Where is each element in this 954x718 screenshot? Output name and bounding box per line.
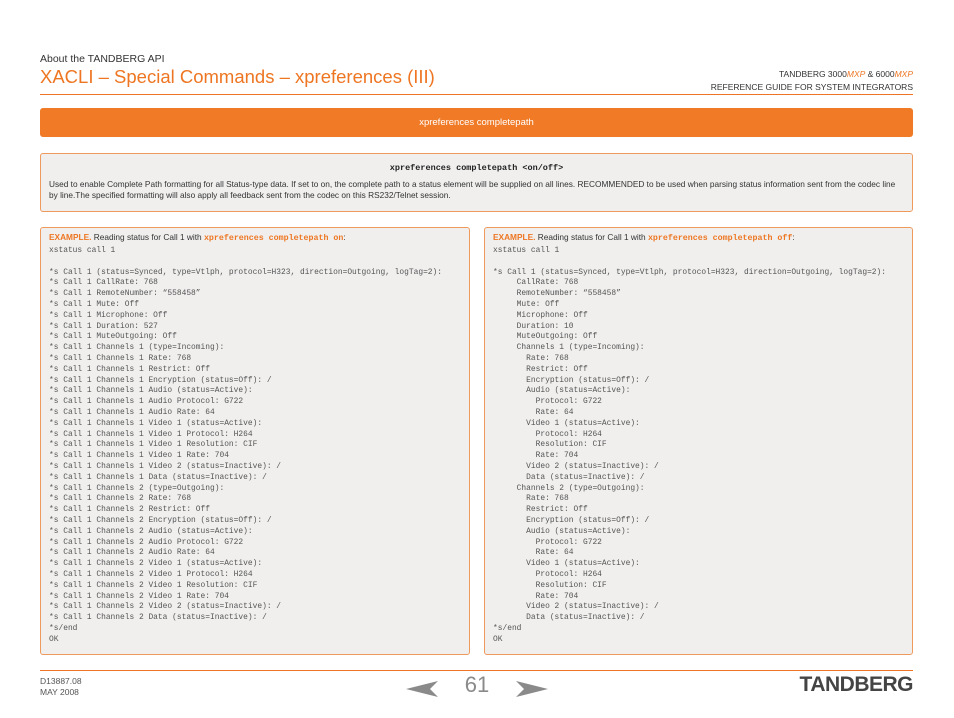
example-off-heading <box>493 232 904 243</box>
example-on-end: *s/end <box>49 623 78 633</box>
product-prefix: TANDBERG 3000 <box>778 69 847 79</box>
command-banner: xpreferences completepath <box>40 108 913 137</box>
product-info <box>711 68 913 94</box>
example-command: xpreferences completepath off <box>647 234 793 243</box>
example-suffix: : <box>792 232 795 242</box>
example-label: EXAMPLE. <box>493 232 536 242</box>
product-mid: & 6000 <box>865 69 895 79</box>
doc-id: D13887.08 <box>40 676 82 686</box>
footer-doc-info <box>40 676 82 698</box>
example-intro: Reading status for Call 1 with <box>535 232 648 242</box>
example-off-ok: OK <box>493 634 503 644</box>
example-on-code: xstatus call 1 *s Call 1 (status=Synced, type=Vtlph, protocol=H323, direction=Outgoing, logTag=2): *s Call 1 CallRate: 768 *s Call 1 RemoteNumber: “558458” *s Call 1 Mute: Off *s Call 1 Microphone: Off *s Call 1 Duration: 527 *s Call 1 MuteOutgoing: Off *s Call 1 Channels 1 (type=Incoming): *s Call 1 Channels 1 Rate: 768 *s Call 1 Channels 1 Restrict: Off *s Call 1 Channels 1 Encryption (status=Off): / *s Call 1 Channels 1 Audio (status=Active): *s Call 1 Channels 1 Audio Protocol: G722 *s Call 1 Channels 1 Audio Rate: 64 *s Call 1 Channels 1 Video 1 (status=Active): *s Call 1 Channels 1 Video 1 Protocol: H264 *s Call 1 Channels 1 Video 1 Resolution: CIF *s Call 1 Channels 1 Video 1 Rate: 704 *s Call 1 Channels 1 Video 2 (status=Inactive): / *s Call 1 Channels 1 Data (status=Inactive): / *s Call 1 Channels 2 (type=Outgoing): *s Call 1 Channels 2 Rate: 768 *s Call 1 Channels 2 Restrict: Off *s Call 1 Channels 2 Encryption (status=Off): / *s Call 1 Channels 2 Audio (status=Active): *s Call 1 Channels 2 Audio Protocol: G722 *s Call 1 Channels 2 Audio Rate: 64 *s Call 1 Channels 2 Video 1 (status=Active): *s Call 1 Channels 2 Video 1 Protocol: H264 *s Call 1 Channels 2 Video 1 Resolution: CIF *s Call 1 Channels 2 Video 1 Rate: 704 *s Call 1 Channels 2 Video 2 (status=Inactive): / *s Call 1 Channels 2 Data (status=Inactive): / <box>49 246 443 623</box>
example-label: EXAMPLE. <box>49 232 92 242</box>
doc-date: MAY 2008 <box>40 687 79 697</box>
command-description: Used to enable Complete Path formatting for all Status-type data. If set to on, the complete path to a status element will be supplied on all lines. RECOMMENDED to be used when parsing status information sent from the codec line by line.The specified formatting will also apply all feedback sent from the codec on this RS232/Telnet session. <box>49 179 896 200</box>
command-syntax: xpreferences completepath <on/off> <box>389 163 564 173</box>
example-on-ok: OK <box>49 634 59 644</box>
header-divider <box>40 94 913 95</box>
next-page-arrow-icon[interactable] <box>516 681 548 697</box>
example-command: xpreferences completepath on <box>203 234 344 243</box>
guide-name: REFERENCE GUIDE FOR SYSTEM INTEGRATORS <box>710 82 913 92</box>
page-title: XACLI – Special Commands – xpreferences (III) <box>40 66 435 87</box>
example-off-end: *s/end <box>493 623 522 633</box>
example-intro: Reading status for Call 1 with <box>91 232 204 242</box>
example-on-box <box>40 227 470 655</box>
previous-page-arrow-icon[interactable] <box>406 681 438 697</box>
example-off-box <box>484 227 913 655</box>
page-number: 61 <box>464 672 490 697</box>
product-mxp-1: MXP <box>846 69 866 79</box>
description-box <box>40 153 913 212</box>
product-mxp-2: MXP <box>894 69 913 79</box>
header-subtitle: About the TANDBERG API <box>40 53 165 65</box>
example-suffix: : <box>343 232 346 242</box>
product-name <box>711 68 913 81</box>
footer-divider <box>40 670 913 671</box>
example-off-code: xstatus call 1 *s Call 1 (status=Synced, type=Vtlph, protocol=H323, direction=Outgoing, logTag=2): CallRate: 768 RemoteNumber: “558458” Mute: Off Microphone: Off Duration: 10 MuteOutgoing: Off Channels 1 (type=Incoming): Rate: 768 Restrict: Off Encryption (status=Off): / Audio (status=Active): Protocol: G722 Rate: 64 Video 1 (status=Active): Protocol: H264 Resolution: CIF Rate: 704 Video 2 (status=Inactive): / Data (status=Inactive): / Channels 2 (type=Outgoing): Rate: 768 Restrict: Off Encryption (status=Off): / Audio (status=Active): Protocol: G722 Rate: 64 Video 1 (status=Active): Protocol: H264 Resolution: CIF Rate: 704 Video 2 (status=Inactive): / Data (status=Inactive): / <box>493 246 887 623</box>
example-on-heading <box>49 232 461 243</box>
brand-logo: TANDBERG <box>799 673 913 696</box>
